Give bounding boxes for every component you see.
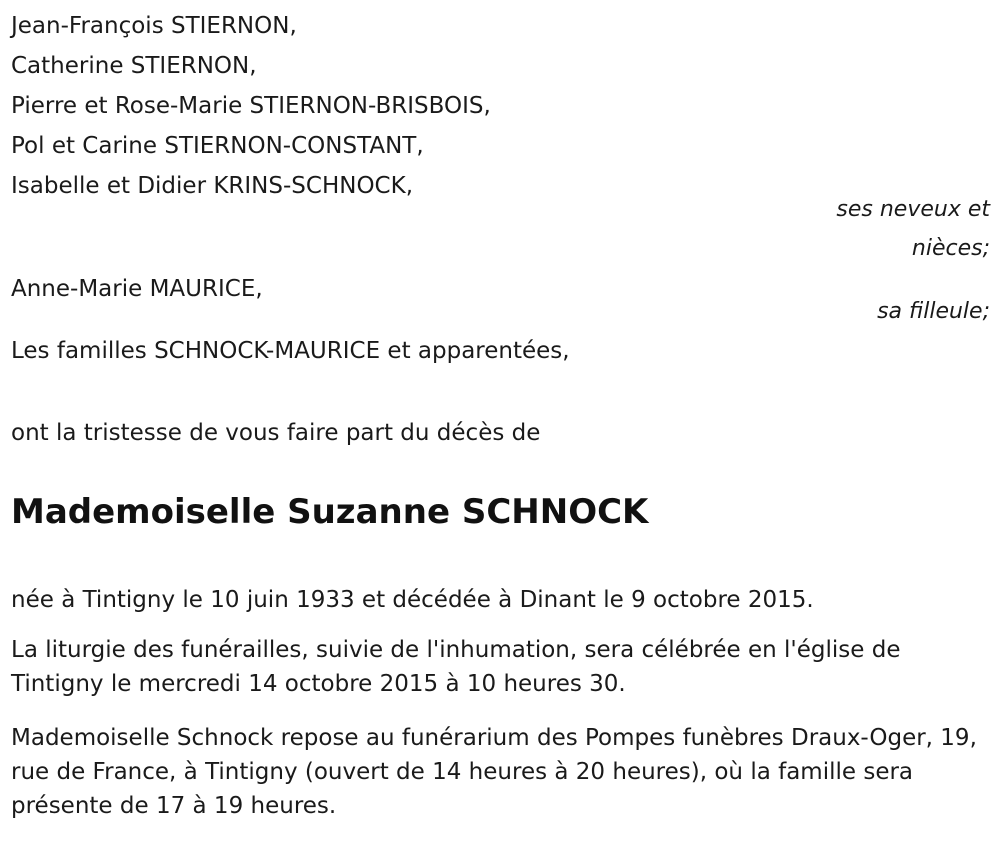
family-member-line: Pol et Carine STIERNON-CONSTANT, — [11, 133, 424, 159]
announcement-line: ont la tristesse de vous faire part du décès de — [11, 420, 541, 446]
family-member-line: Jean-François STIERNON, — [11, 13, 297, 39]
funeral-paragraph: La liturgie des funérailles, suivie de l'inhumation, sera célébrée en l'église de Tintigny le mercredi 14 octobre 2015 à 10 heures 30. — [11, 637, 901, 697]
families-line: Les familles SCHNOCK-MAURICE et apparentées, — [11, 338, 570, 364]
relation-label-nephews: ses neveux et — [836, 197, 990, 222]
family-member-line: Catherine STIERNON, — [11, 53, 257, 79]
goddaughter-line: Anne-Marie MAURICE, — [11, 276, 263, 302]
relation-label-nieces: nièces; — [911, 236, 990, 261]
family-member-line: Pierre et Rose-Marie STIERNON-BRISBOIS, — [11, 93, 491, 119]
repose-paragraph: Mademoiselle Schnock repose au funérarium des Pompes funèbres Draux-Oger, 19, rue de France, à Tintigny (ouvert de 14 heures à 20 heures), où la famille sera présente de 17 à 19 heures. — [11, 725, 977, 819]
birth-death-paragraph: née à Tintigny le 10 juin 1933 et décédée à Dinant le 9 octobre 2015. — [11, 587, 814, 613]
deceased-name: Mademoiselle Suzanne SCHNOCK — [11, 492, 649, 532]
family-member-line: Isabelle et Didier KRINS-SCHNOCK, — [11, 173, 414, 199]
relation-label-goddaughter: sa filleule; — [877, 299, 990, 324]
